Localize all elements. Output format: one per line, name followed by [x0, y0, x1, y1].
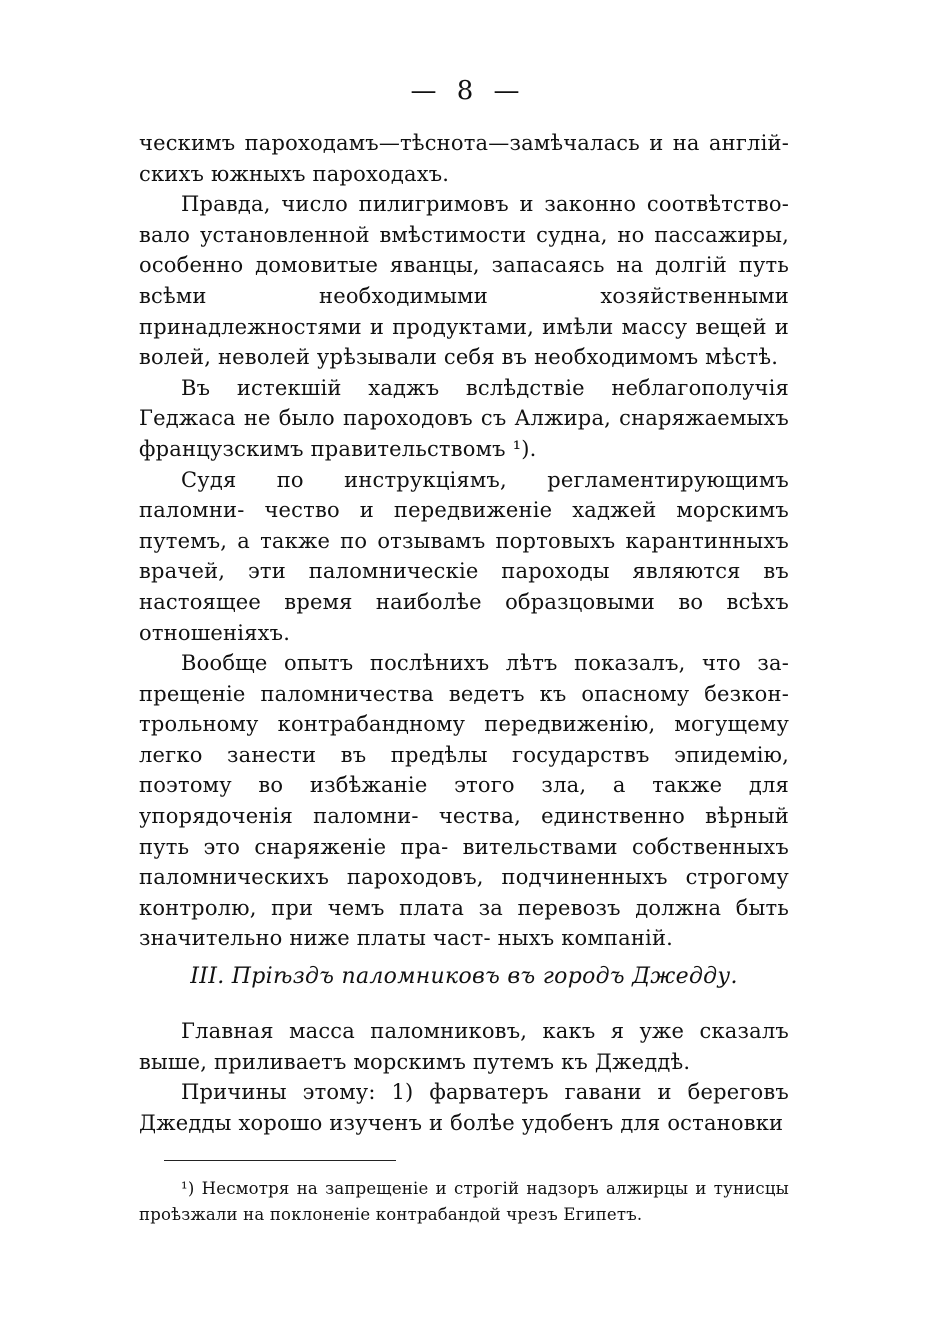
paragraph: Судя по инструкціямъ, регламентирующимъ паломни- чество и передвиженіе хаджей морскимъ путемъ, а также по отзывамъ портовыхъ карантинныхъ врачей, эти паломническіе пароходы являются въ настоящее время наиболѣе образцовыми во всѣхъ отношеніяхъ.	[139, 467, 789, 645]
paragraph: Главная масса паломниковъ, какъ я уже сказалъ выше, приливаетъ морскимъ путемъ къ Джеддѣ.	[139, 1019, 789, 1074]
page-number: — 8 —	[410, 76, 526, 106]
paragraph: Правда, число пилигримовъ и законно соотвѣтство- вало установленной вмѣстимости судна, но пассажиры, особенно домовитые яванцы, запасаясь на долгій путь всѣми необходимыми хозяйственными принадлежностями и продуктами, имѣли массу вещей и волей, неволей урѣзывали себя въ необходимомъ мѣстѣ.	[139, 192, 789, 370]
footnote-divider	[164, 1160, 396, 1161]
footnote: ¹) Несмотря на запрещеніе и строгій надзоръ алжирцы и тунисцы проѣзжали на поклоненіе контрабандой чрезъ Египетъ.	[139, 1179, 789, 1224]
paragraph: Причины этому: 1) фарватеръ гавани и береговъ Джедды хорошо изученъ и болѣе удобенъ для остановки	[139, 1080, 789, 1135]
paragraph-continuation: ческимъ пароходамъ—тѣснота—замѣчалась и на англій- скихъ южныхъ пароходахъ.	[139, 131, 789, 186]
chapter-text	[139, 1016, 789, 1138]
chapter-heading: III. Пріѣздъ паломниковъ въ городъ Джедду.	[190, 964, 738, 989]
paragraph: Въ истекшій хаджъ вслѣдствіе неблагополучія Геджаса не было пароходовъ съ Алжира, снаряжаемыхъ французскимъ правительствомъ ¹).	[139, 375, 789, 461]
paragraph: Вообще опытъ послѣнихъ лѣтъ показалъ, что за- прещеніе паломничества ведетъ къ опасному безкон- трольному контрабандному передвиженію, могущему легко занести въ предѣлы государствъ эпидемію, поэтому во избѣжаніе этого зла, а также для упорядоченія паломни- чества, единственно вѣрный путь это снаряженіе пра- вительствами собственныхъ паломническихъ пароходовъ, подчиненныхъ строгому контролю, при чемъ плата за перевозъ должна быть значительно ниже платы част- ныхъ компаній.	[139, 651, 789, 951]
body-text	[139, 128, 789, 954]
